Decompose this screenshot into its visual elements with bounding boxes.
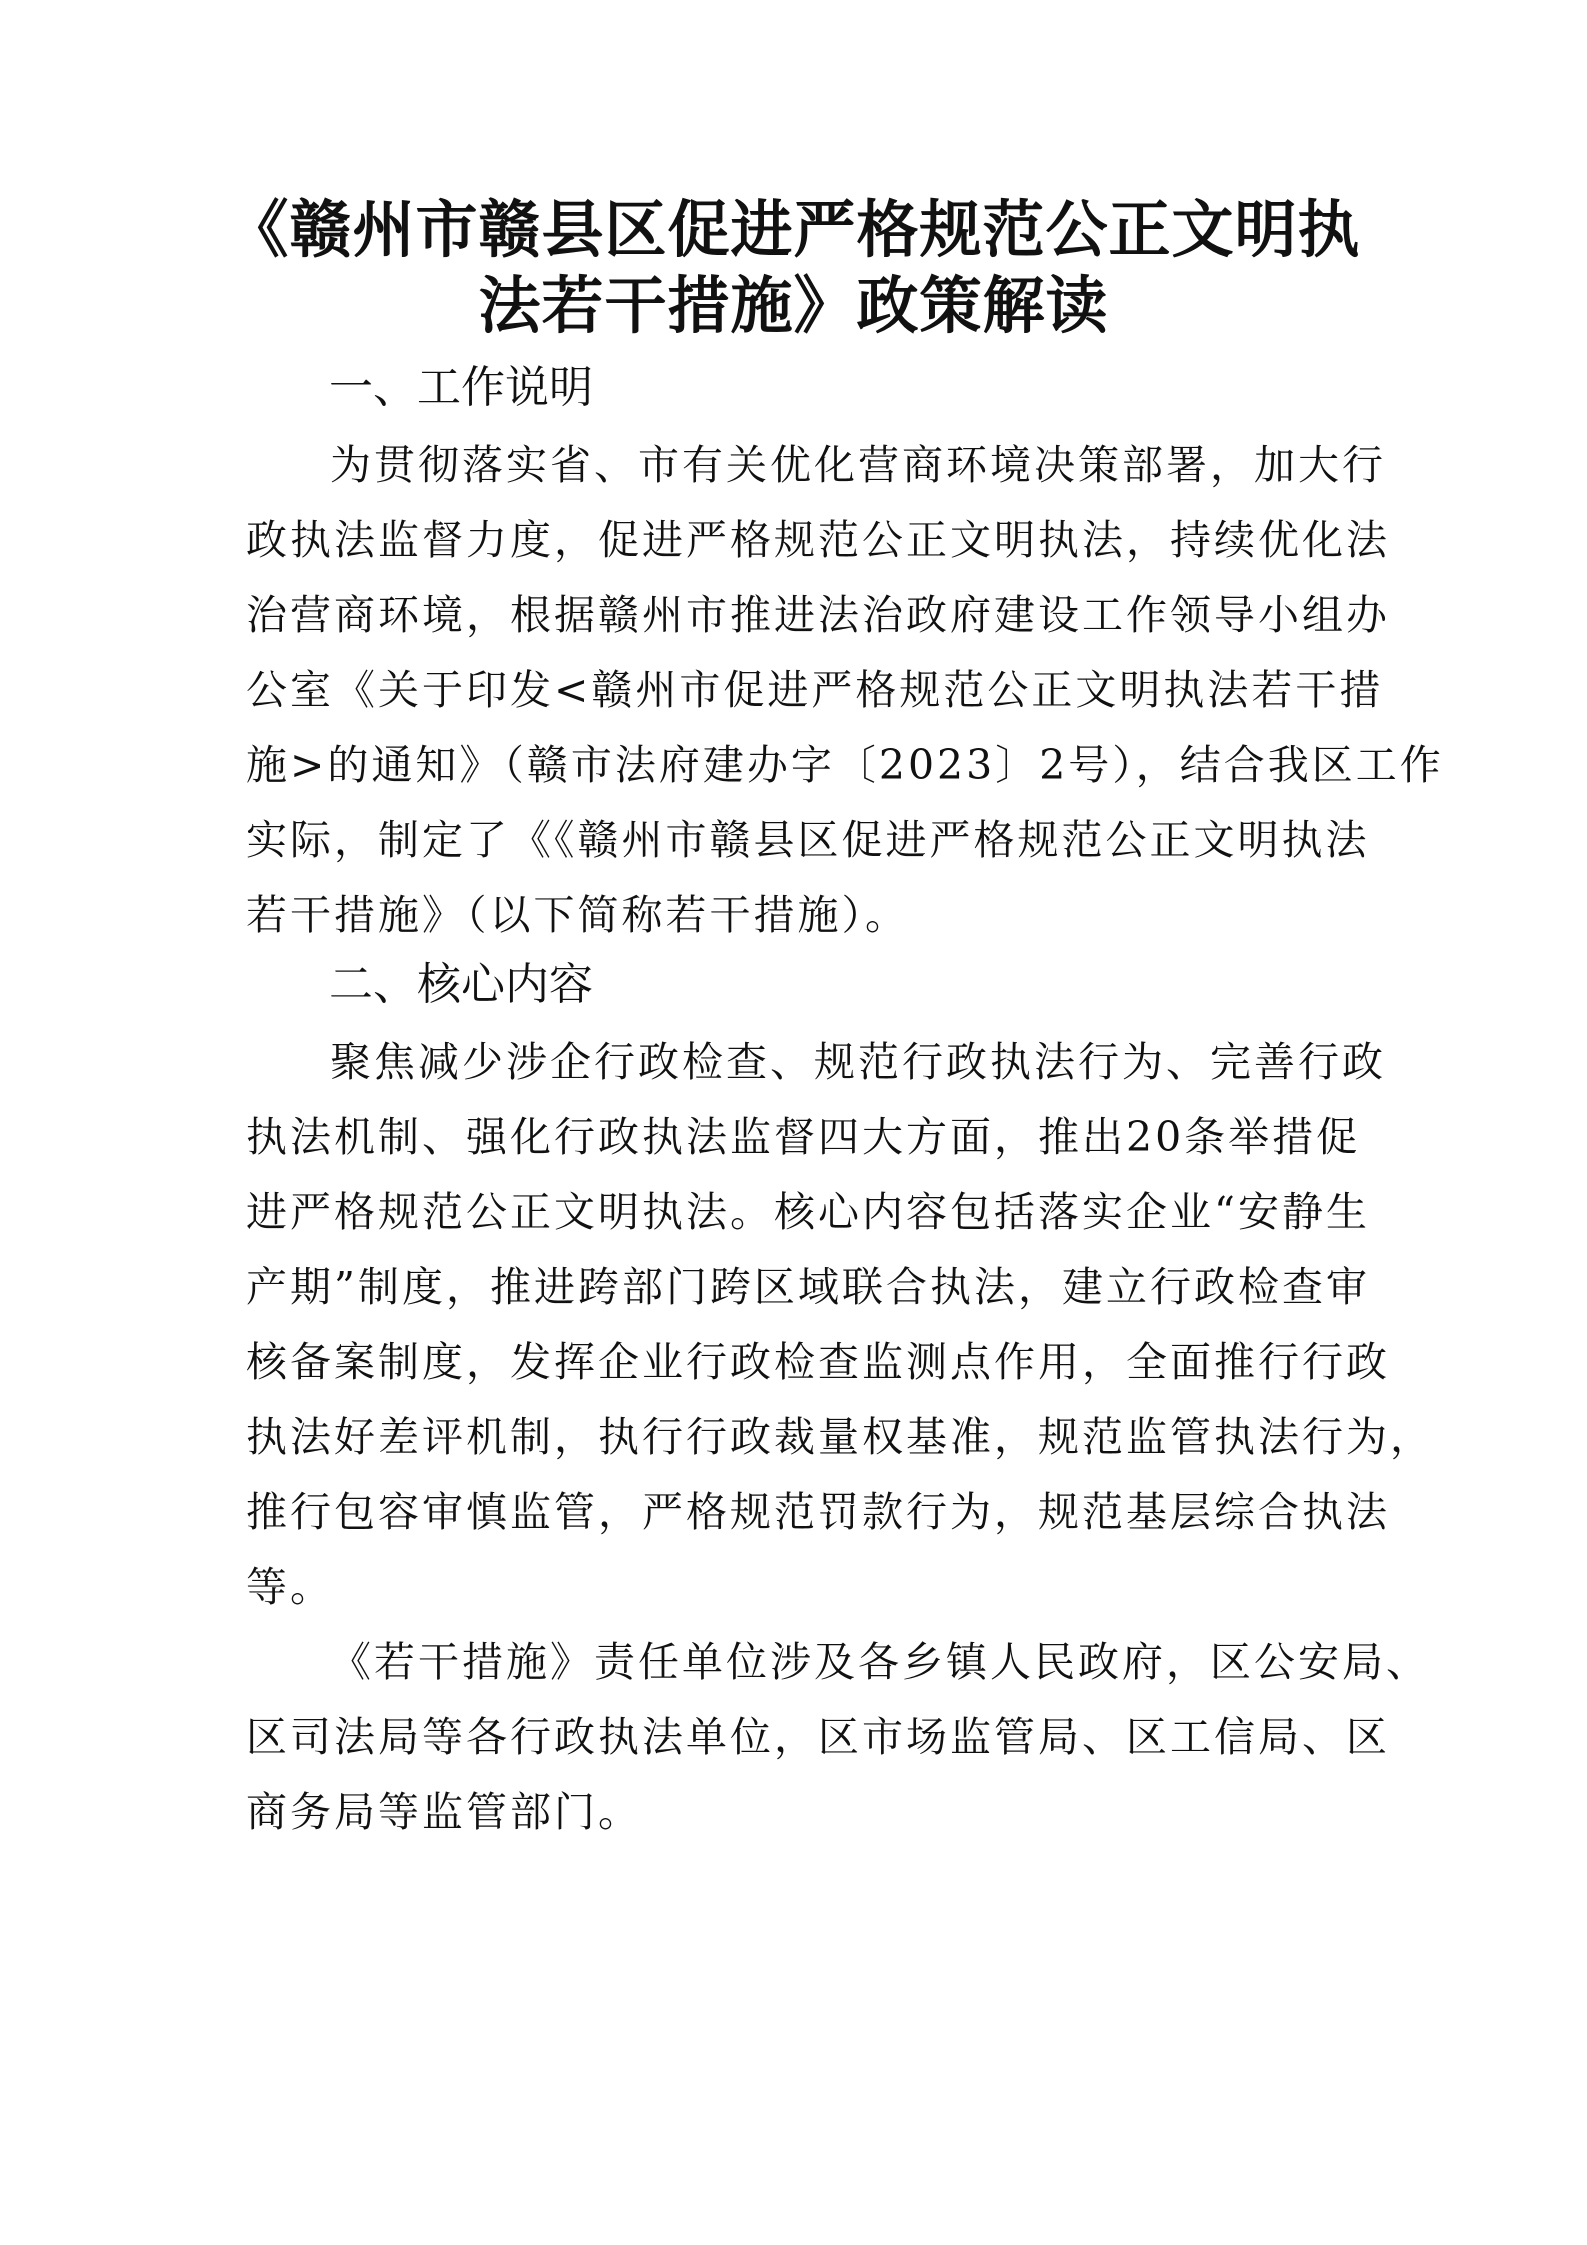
paragraph-line: 政执法监督力度，促进严格规范公正文明执法，持续优化法 — [246, 516, 1390, 564]
paragraph-line: 商务局等监管部门。 — [246, 1788, 642, 1836]
paragraph-line: 施>的通知》（赣市法府建办字〔2023〕2号），结合我区工作 — [246, 741, 1444, 789]
paragraph-line: 区司法局等各行政执法单位，区市场监管局、区工信局、区 — [246, 1713, 1390, 1761]
paragraph-line: 《若干措施》责任单位涉及各乡镇人民政府，区公安局、 — [330, 1638, 1430, 1686]
paragraph-core-content — [246, 1025, 1434, 1625]
paragraph-responsible-units — [246, 1625, 1430, 1850]
paragraph-line: 实际，制定了《《赣州市赣县区促进严格规范公正文明执法 — [246, 816, 1370, 864]
paragraph-line: 核备案制度，发挥企业行政检查监测点作用，全面推行行政 — [246, 1338, 1390, 1386]
paragraph-line: 产期”制度，推进跨部门跨区域联合执法，建立行政检查审 — [246, 1263, 1370, 1311]
paragraph-line: 若干措施》（以下简称若干措施）。 — [246, 891, 909, 939]
document-title-line-1: 《赣州市赣县区促进严格规范公正文明执 — [226, 193, 1361, 266]
paragraph-line: 等。 — [246, 1563, 334, 1611]
paragraph-line: 执法好差评机制，执行行政裁量权基准，规范监管执法行为， — [246, 1413, 1434, 1461]
paragraph-line: 公室《关于印发<赣州市促进严格规范公正文明执法若干措 — [246, 666, 1384, 714]
paragraph-line: 执法机制、强化行政执法监督四大方面，推出20条举措促 — [246, 1113, 1361, 1161]
section-heading-core-content: 二、核心内容 — [329, 959, 593, 1010]
paragraph-line: 推行包容审慎监管，严格规范罚款行为，规范基层综合执法 — [246, 1488, 1390, 1536]
paragraph-line: 治营商环境，根据赣州市推进法治政府建设工作领导小组办 — [246, 591, 1390, 639]
paragraph-line: 聚焦减少涉企行政检查、规范行政执法行为、完善行政 — [330, 1038, 1386, 1086]
paragraph-line: 为贯彻落实省、市有关优化营商环境决策部署，加大行 — [330, 441, 1386, 489]
paragraph-work-description — [246, 428, 1444, 953]
document-title-line-2: 法若干措施》政策解读 — [478, 269, 1109, 342]
paragraph-line: 进严格规范公正文明执法。核心内容包括落实企业“安静生 — [246, 1188, 1370, 1236]
section-heading-work-description: 一、工作说明 — [329, 362, 593, 413]
